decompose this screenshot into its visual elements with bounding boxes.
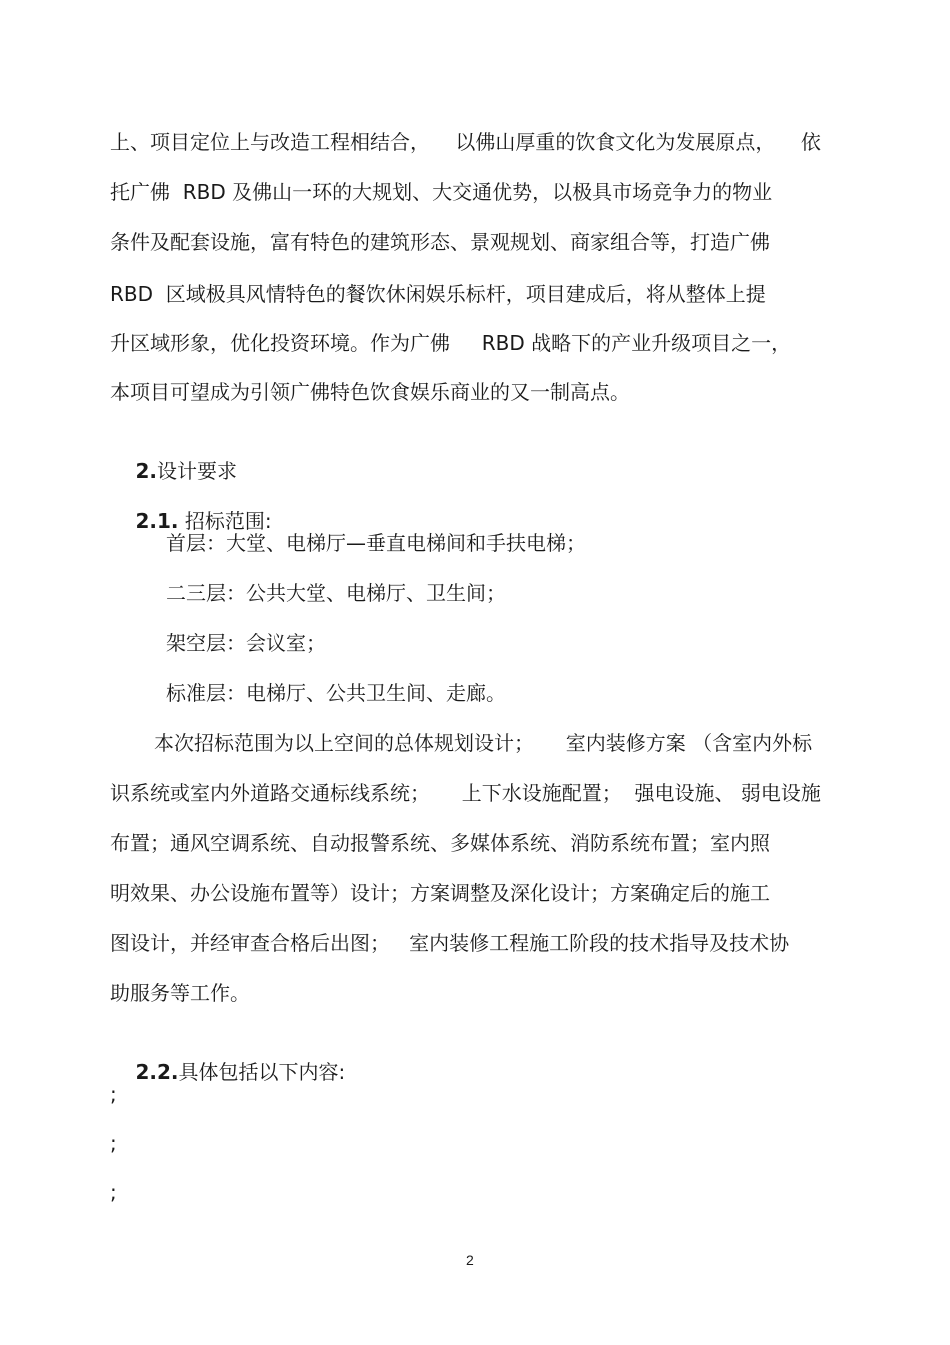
paragraph1-line-5: 升区域形象，优化投资环境。作为广佛 RBD 战略下的产业升级项目之一，	[110, 331, 792, 355]
paragraph1-line-1: 上、项目定位上与改造工程相结合， 以佛山厚重的饮食文化为发展原点， 依	[110, 130, 821, 154]
scope-item-stilt-floor: 架空层：会议室；	[166, 631, 326, 655]
section2-2-title: 具体包括以下内容:	[178, 1060, 346, 1084]
section2-number: 2.	[135, 459, 157, 483]
paragraph1-line-2: 托广佛 RBD 及佛山一环的大规划、大交通优势，以极具市场竞争力的物业	[110, 180, 773, 204]
content-item-1: ;	[110, 1082, 117, 1106]
section2-1-number: 2.1.	[135, 509, 179, 533]
content-item-3: ;	[110, 1180, 117, 1204]
scope-item-first-floor: 首层：大堂、电梯厅—垂直电梯间和手扶电梯；	[166, 531, 586, 555]
scope-item-standard-floor: 标准层：电梯厅、公共卫生间、走廊。	[166, 681, 506, 705]
section2-2-number: 2.2.	[135, 1060, 179, 1084]
paragraph2-line-5: 图设计，并经审查合格后出图； 室内装修工程施工阶段的技术指导及技术协	[110, 931, 790, 955]
section2-title: 设计要求	[156, 459, 237, 483]
section2-2-heading	[110, 1030, 345, 1114]
paragraph2-line-3: 布置；通风空调系统、自动报警系统、多媒体系统、消防系统布置；室内照	[110, 831, 770, 855]
paragraph2-line-6: 助服务等工作。	[110, 981, 250, 1005]
content-item-2: ;	[110, 1131, 117, 1155]
section2-1-title: 招标范围:	[178, 509, 272, 533]
paragraph1-line-3: 条件及配套设施，富有特色的建筑形态、景观规划、商家组合等，打造广佛	[110, 230, 770, 254]
scope-item-second-third-floor: 二三层：公共大堂、电梯厅、卫生间；	[166, 581, 506, 605]
paragraph1-line-6: 本项目可望成为引领广佛特色饮食娱乐商业的又一制高点。	[110, 380, 630, 404]
paragraph2-line-1: 本次招标范围为以上空间的总体规划设计； 室内装修方案 （含室内外标	[154, 731, 813, 755]
paragraph1-line-4: RBD 区域极具风情特色的餐饮休闲娱乐标杆，项目建成后，将从整体上提	[110, 282, 766, 306]
page-number: 2	[466, 1252, 474, 1268]
paragraph2-line-4: 明效果、办公设施布置等）设计；方案调整及深化设计；方案确定后的施工	[110, 881, 770, 905]
paragraph2-line-2: 识系统或室内外道路交通标线系统； 上下水设施配置； 强电设施、 弱电设施	[110, 781, 821, 805]
